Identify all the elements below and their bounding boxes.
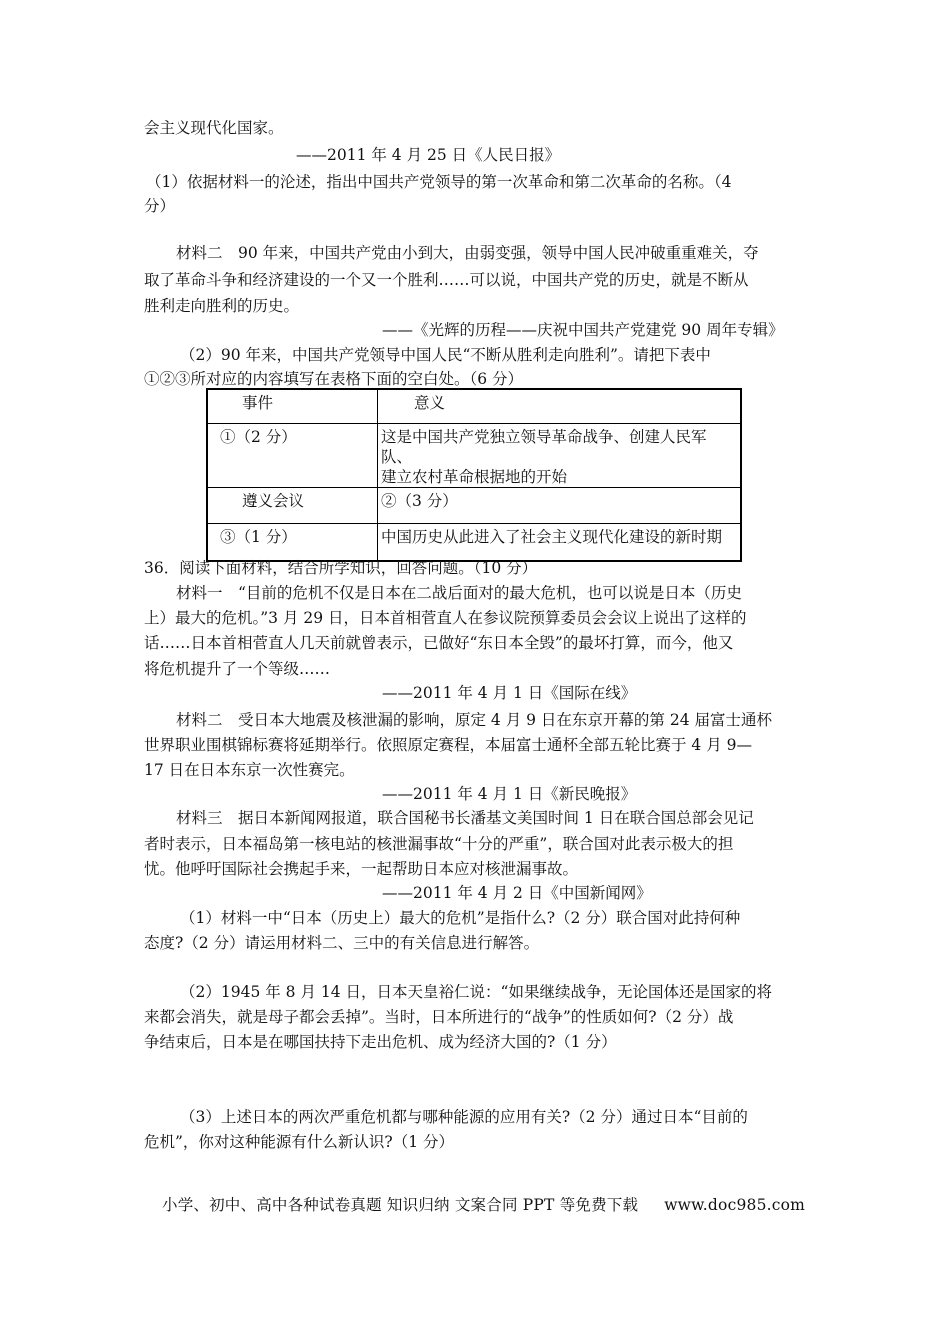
material-text: 胜利走向胜利的历史。: [144, 297, 300, 315]
material-text: 材料二 90 年来，中国共产党由小到大，由弱变强，领导中国人民冲破重重难关，夺: [176, 244, 759, 262]
material-text: 材料二 受日本大地震及核泄漏的影响，原定 4 月 9 日在东京开幕的第 24 届富士通杯: [176, 711, 773, 729]
table-cell-meaning: 中国历史从此进入了社会主义现代化建设的新时期: [378, 523, 742, 561]
question-text: （2）1945 年 8 月 14 日，日本天皇裕仁说：“如果继续战争，无论国体还是国家的将: [180, 983, 772, 1001]
material-text: 世界职业围棋锦标赛将延期举行。依照原定赛程，本届富士通杯全部五轮比赛于 4 月 9—: [144, 736, 753, 754]
material-text: 取了革命斗争和经济建设的一个又一个胜利……可以说，中国共产党的历史，就是不断从: [144, 271, 749, 289]
question-title: 36．阅读下面材料，结合所学知识，回答问题。（10 分）: [144, 559, 538, 577]
question-text: ①②③所对应的内容填写在表格下面的空白处。（6 分）: [144, 370, 524, 388]
source-citation: ——2011 年 4 月 2 日《中国新闻网》: [382, 884, 652, 902]
question-text: 态度?（2 分）请运用材料二、三中的有关信息进行解答。: [144, 934, 540, 952]
question-text: （3）上述日本的两次严重危机都与哪种能源的应用有关?（2 分）通过日本“目前的: [180, 1108, 748, 1126]
table-header-meaning: 意义: [378, 389, 742, 423]
question-text: （2）90 年来，中国共产党领导中国人民“不断从胜利走向胜利”。请把下表中: [180, 346, 711, 364]
source-citation: ——2011 年 4 月 1 日《国际在线》: [382, 684, 637, 702]
table-header-event: 事件: [207, 389, 378, 423]
material-text: 材料三 据日本新闻网报道，联合国秘书长潘基文美国时间 1 日在联合国总部会见记: [176, 809, 754, 827]
question-text: 危机”，你对这种能源有什么新认识?（1 分）: [144, 1133, 455, 1151]
material-text: 17 日在日本东京一次性赛完。: [144, 761, 355, 779]
footer-text: 小学、初中、高中各种试卷真题 知识归纳 文案合同 PPT 等免费下载: [162, 1196, 639, 1214]
material-text: 者时表示，日本福岛第一核电站的核泄漏事故“十分的严重”，联合国对此表示极大的担: [144, 835, 734, 853]
page-footer: [162, 1193, 805, 1215]
material-text: 材料一 “目前的危机不仅是日本在二战后面对的最大危机，也可以说是日本（历史: [176, 584, 742, 602]
question-text: 争结束后，日本是在哪国扶持下走出危机、成为经济大国的?（1 分）: [144, 1033, 617, 1051]
table-cell-meaning: [378, 423, 742, 487]
material-text: 上）最大的危机。”3 月 29 日，日本首相菅直人在参议院预算委员会会议上说出了这样的: [144, 609, 747, 627]
source-citation: ——《光辉的历程——庆祝中国共产党建党 90 周年专辑》: [382, 321, 784, 339]
material-text: 将危机提升了一个等级……: [144, 660, 331, 678]
question-text: 来都会消失，就是母子都会丢掉”。当时，日本所进行的“战争”的性质如何?（2 分）战: [144, 1008, 734, 1026]
question-text: 分）: [144, 197, 176, 215]
fill-in-table: [206, 388, 742, 562]
table-cell-meaning-line2: 建立农村革命根据地的开始: [381, 467, 568, 486]
source-citation: ——2011 年 4 月 25 日《人民日报》: [296, 146, 561, 164]
table-cell-event: ③（1 分）: [207, 523, 378, 561]
text-line: 会主义现代化国家。: [144, 119, 284, 137]
table-cell-meaning: ②（3 分）: [378, 487, 742, 523]
source-citation: ——2011 年 4 月 1 日《新民晚报》: [382, 785, 637, 803]
footer-url-link[interactable]: www.doc985.com: [664, 1196, 806, 1214]
material-text: 忧。他呼吁国际社会携起手来，一起帮助日本应对核泄漏事故。: [144, 860, 579, 878]
table-cell-event: 遵义会议: [207, 487, 378, 523]
table-cell-event: ①（2 分）: [207, 423, 378, 487]
material-text: 话……日本首相菅直人几天前就曾表示，已做好“东日本全毁”的最坏打算，而今，他又: [144, 634, 734, 652]
question-text: （1）依据材料一的沦述，指出中国共产党领导的第一次革命和第二次革命的名称。（4: [146, 173, 732, 191]
question-text: （1）材料一中“日本（历史上）最大的危机”是指什么?（2 分）联合国对此持何种: [180, 909, 741, 927]
table-cell-meaning-line1: 这是中国共产党独立领导革命战争、创建人民军队、: [381, 427, 707, 466]
